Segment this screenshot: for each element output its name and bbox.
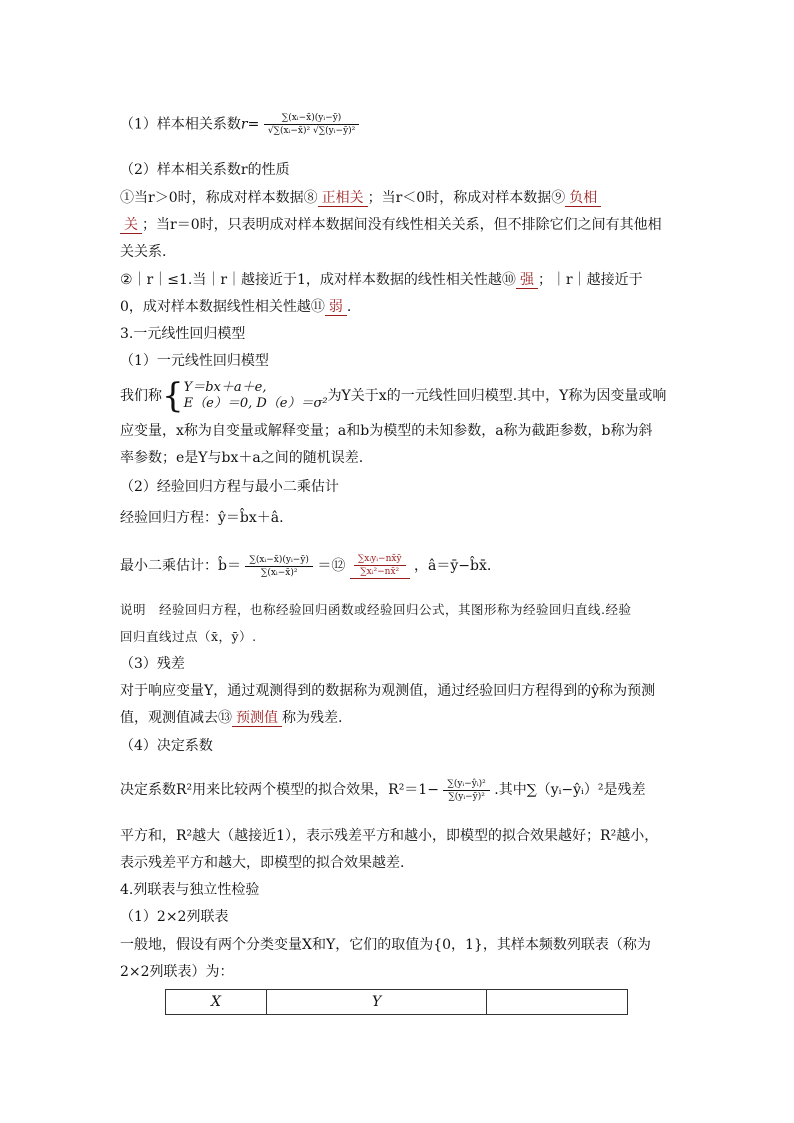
equation-system: Y＝bx＋a＋e, E（e）＝0, D（e）＝σ² <box>183 380 328 411</box>
line-r2-large: 平方和，R²越大（越接近1），表示残差平方和越小，即模型的拟合效果越好；R²越小， <box>120 828 659 844</box>
subheading-r-properties: （2）样本相关系数r的性质 <box>120 162 290 178</box>
line-r-magnitude: ②｜r｜≤1.当｜r｜越接近于1，成对样本数据的线性相关性越⑩ 强 ；｜r｜越接近于 <box>120 272 643 288</box>
answer-13: 预测值 <box>232 710 282 727</box>
line-r-weak: 0，成对样本数据线性相关性越⑪ 弱 . <box>120 299 352 315</box>
table-header-y: Y <box>266 990 486 1015</box>
answer-12: $\frac{\text{∑xᵢyᵢ−nx̄ȳ}}{\text{∑xᵢ²−nx̄²}}$ <box>350 553 410 579</box>
line-residual-1: 对于响应变量Y，通过观测得到的数据称为观测值，通过经验回归方程得到的ŷ称为预测 <box>120 683 656 699</box>
table-header-x: X <box>166 990 267 1015</box>
subheading-4-1: （1）2×2列联表 <box>120 909 229 925</box>
correlation-fraction: $\frac{\text{∑(xᵢ−x̄)(yᵢ−ȳ)}}{\text{√∑(xᵢ−x̄)² √∑(yᵢ−ȳ)²}}$ <box>264 112 359 137</box>
line-r-zero: 关 ；当r＝0时，只表明成对样本数据间没有线性相关关系，但不排除它们之间有其他相 <box>120 215 680 235</box>
line-variables: 应变量，x称为自变量或解释变量；a和b为模型的未知参数，a称为截距参数，b称为斜 <box>120 423 653 439</box>
line-contingency-2: 2×2列联表）为： <box>120 964 234 980</box>
subheading-3-4: （4）决定系数 <box>120 738 213 754</box>
answer-10: 强 <box>516 272 538 289</box>
line-least-squares: 最小二乘估计：b̂＝ $\frac{\text{∑(xᵢ−x̄)(yᵢ−ȳ)}}{\text{∑(xᵢ−x̄)²}}$ ＝⑫ $\frac{\text{∑xᵢyᵢ−nx̄ȳ}}{\text{∑xᵢ²−nx̄²}}$ ，â＝ȳ−b̂x̄. <box>120 554 492 578</box>
line-r-other: 关关系. <box>120 244 167 260</box>
slope-fraction: $\frac{\text{∑(xᵢ−x̄)(yᵢ−ȳ)}}{\text{∑(xᵢ−x̄)²}}$ <box>245 554 313 579</box>
line-r-sign: ①当r＞0时，称成对样本数据⑧ 正相关 ；当r＜0时，称成对样本数据⑨ 负相 <box>120 188 680 208</box>
note-line-1: 说明 经验回归方程，也称经验回归函数或经验回归公式，其图形称为经验回归直线.经验 <box>120 602 632 617</box>
line-regression-equation: 经验回归方程：ŷ＝b̂x＋â. <box>120 510 284 526</box>
line-error-term: 率参数；e是Y与bx＋a之间的随机误差. <box>120 450 364 466</box>
note-line-2: 回归直线过点（x̄，ȳ）. <box>120 629 257 644</box>
subheading-3-2: （2）经验回归方程与最小二乘估计 <box>120 479 339 495</box>
line-residual-2: 值，观测值减去⑬ 预测值 称为残差. <box>120 710 343 726</box>
line-determination: 决定系数R²用来比较两个模型的拟合效果，R²＝1− $\frac{\text{∑(yᵢ−ŷᵢ)²}}{\text{∑(yᵢ−ȳ)²}}$ .其中∑（yᵢ−ŷᵢ）²是残差 <box>120 778 646 802</box>
answer-8: 正相关 <box>318 190 368 207</box>
table-header-empty <box>487 990 628 1015</box>
line-r2-small: 表示残差平方和越大，即模型的拟合效果越差. <box>120 855 405 871</box>
heading-section-4: 4.列联表与独立性检验 <box>120 882 260 898</box>
table-row <box>166 990 628 1015</box>
line-model-definition: 我们称{ Y＝bx＋a＋e, E（e）＝0, D（e）＝σ² 为Y关于x的一元线性回归模型.其中，Y称为因变量或响 <box>120 376 667 416</box>
line-correlation-formula: （1）样本相关系数r= $\frac{\text{∑(xᵢ−x̄)(yᵢ−ȳ)}}{\text{√∑(xᵢ−x̄)² √∑(yᵢ−ȳ)²}}$ <box>120 112 680 137</box>
contingency-table <box>165 989 628 1015</box>
line-contingency-1: 一般地，假设有两个分类变量X和Y，它们的取值为{0，1}，其样本频数列联表（称为 <box>120 937 651 953</box>
heading-section-3: 3.一元线性回归模型 <box>120 326 246 342</box>
subheading-3-3: （3）残差 <box>120 656 185 672</box>
subheading-3-1: （1）一元线性回归模型 <box>120 353 269 369</box>
r-squared-fraction: $\frac{\text{∑(yᵢ−ŷᵢ)²}}{\text{∑(yᵢ−ȳ)²}}$ <box>443 778 489 803</box>
answer-11: 弱 <box>325 299 347 316</box>
answer-9: 负相 <box>565 190 601 207</box>
